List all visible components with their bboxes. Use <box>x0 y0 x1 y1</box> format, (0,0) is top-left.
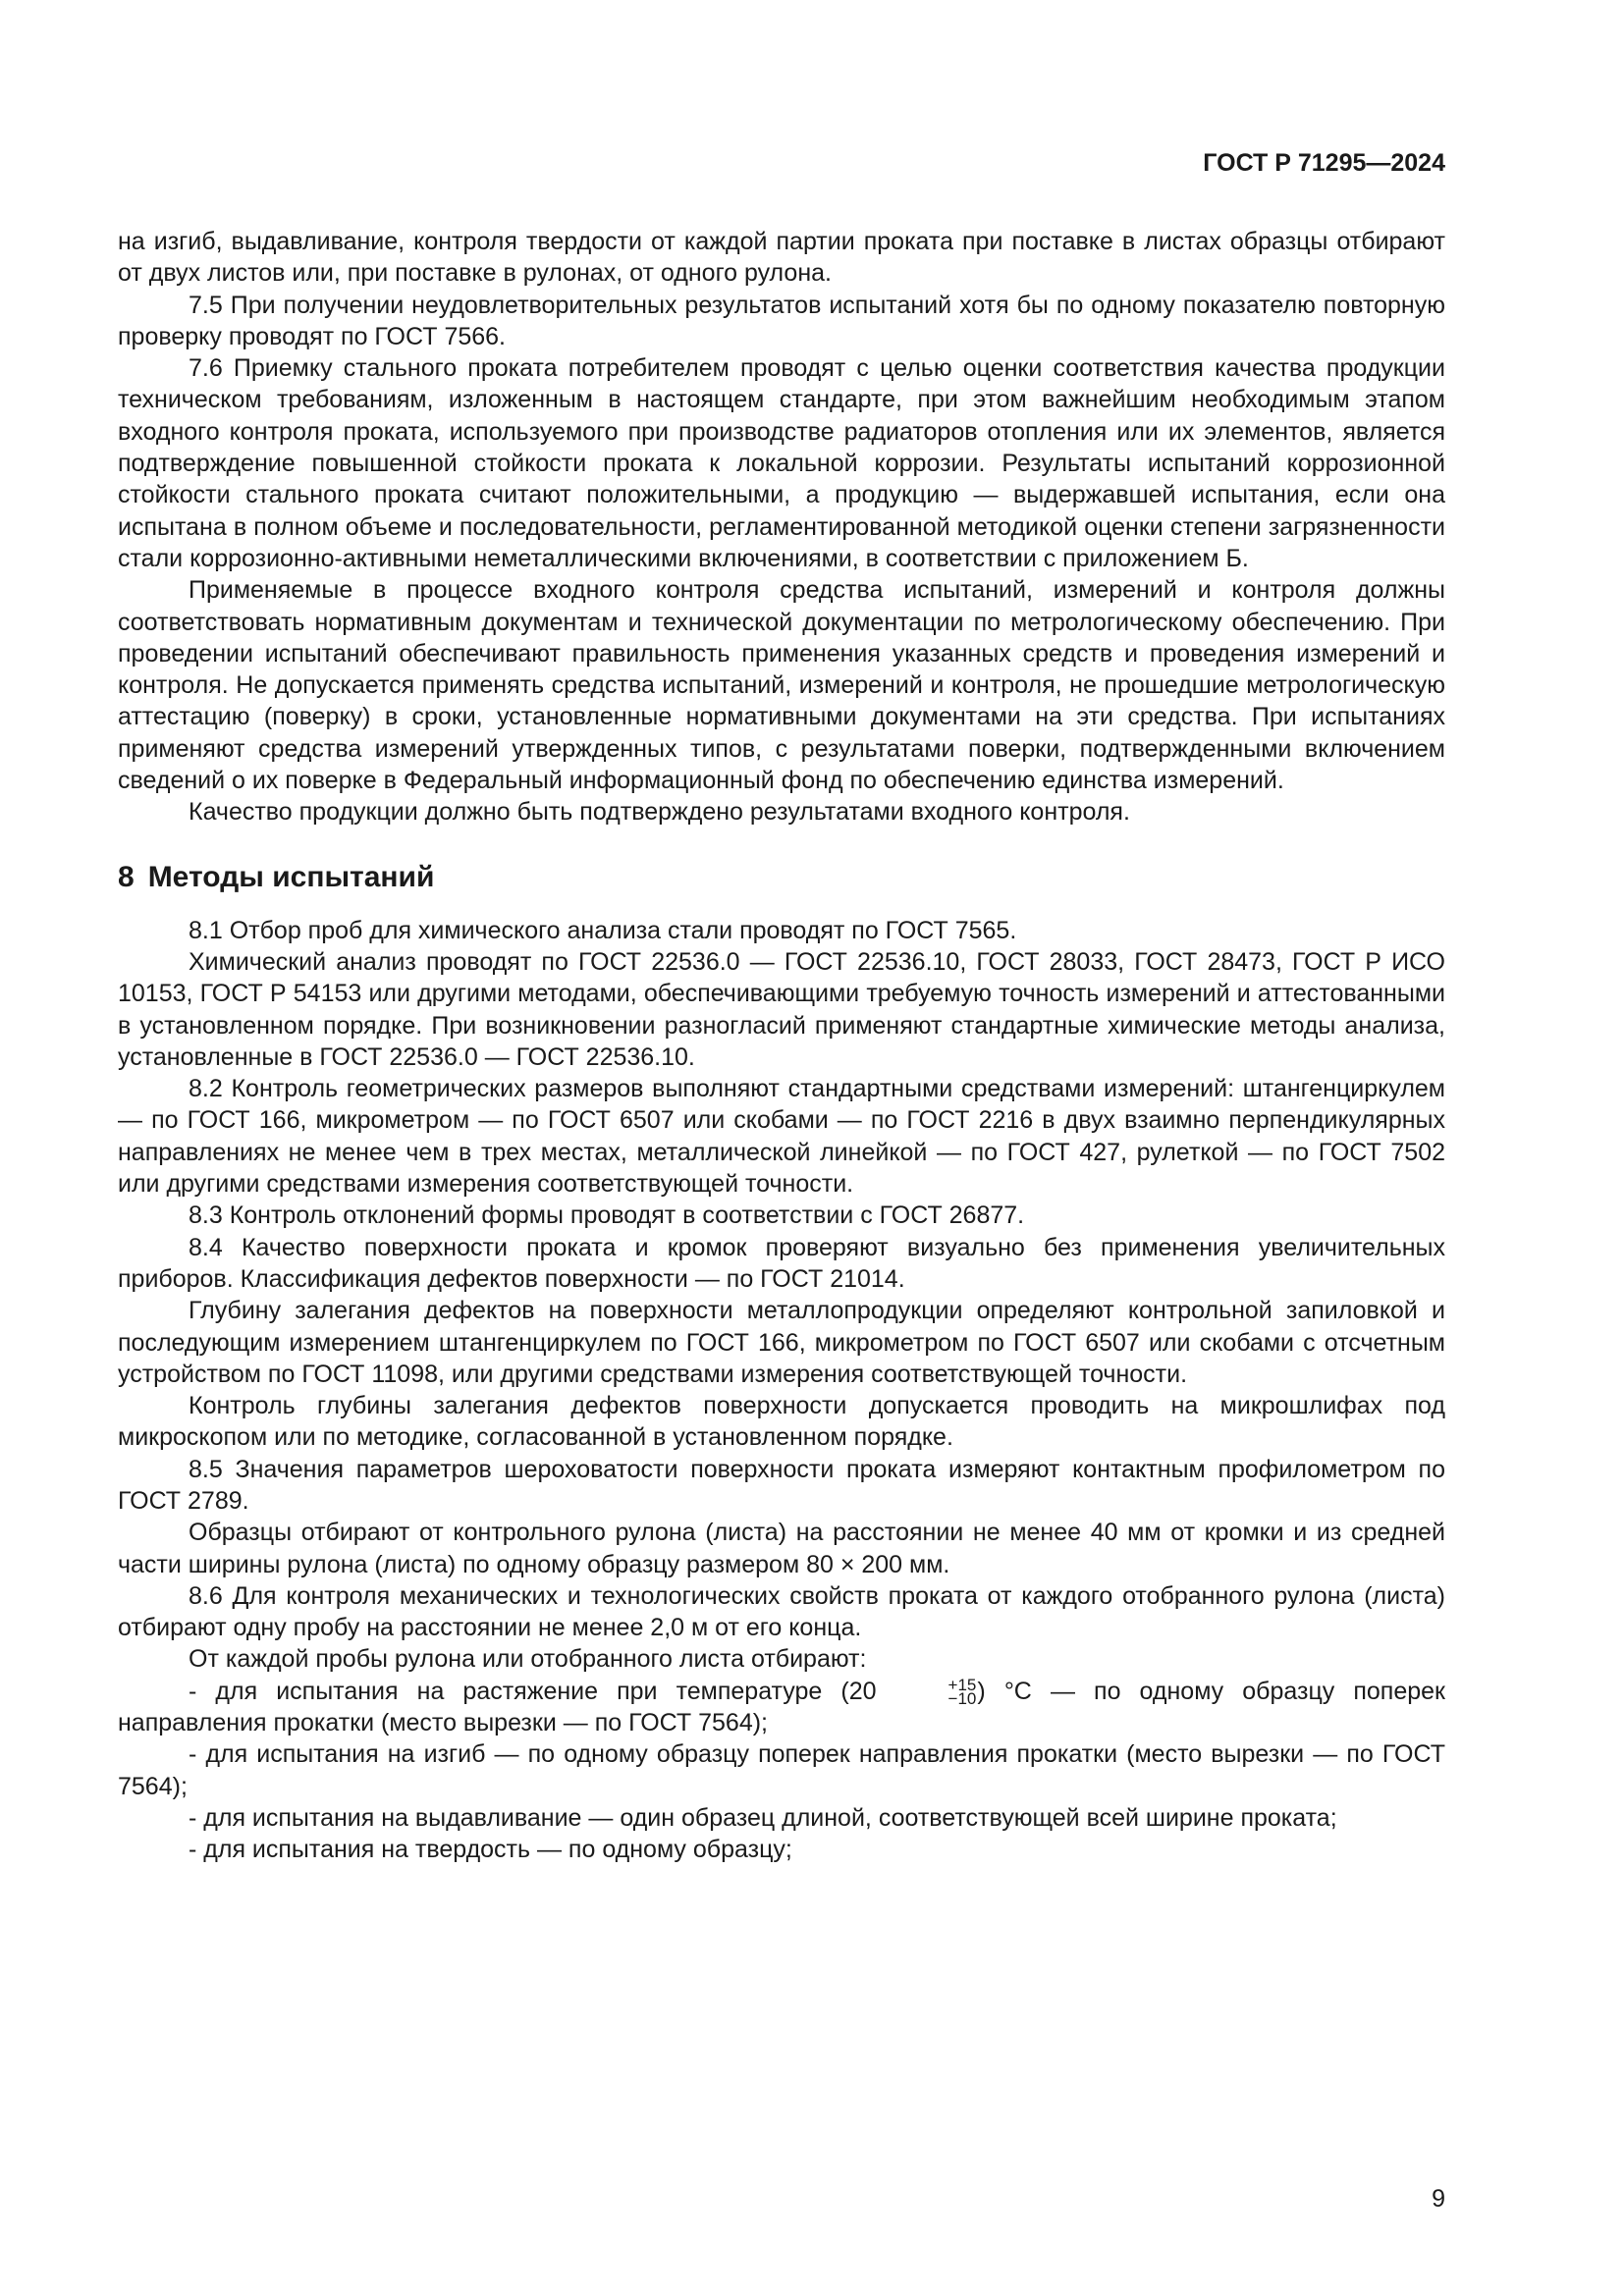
list-item: - для испытания на твердость — по одному образцу; <box>189 1836 792 1864</box>
section-title: Методы испытаний <box>147 860 435 893</box>
paragraph: 8.2 Контроль геометрических размеров выполняют стандартными средствами измерений: штангенциркулем — по ГОСТ 166, микрометром — по ГОСТ 6507 или скобами — по ГОСТ 2216 в двух взаимно перпендикулярных направлениях не менее чем в трех местах, металлической линейкой — по ГОСТ 427, рулеткой — по ГОСТ 7502 или другими средствами измерения соответствующей точности. <box>118 1075 1445 1199</box>
list-item-text: °С — по одному образцу поперек направления прокатки (место вырезки — по ГОСТ 7564); <box>118 1677 1445 1737</box>
list-item-text: - для испытания на растяжение при температуре <box>189 1677 823 1705</box>
paragraph: Химический анализ проводят по ГОСТ 22536.0 — ГОСТ 22536.10, ГОСТ 28033, ГОСТ 28473, ГОСТ Р ИСО 10153, ГОСТ Р 54153 или другими методами, обеспечивающими требуемую точность измерений и аттестованными в установленном порядке. При возникновении разногласий применяют стандартные химические методы анализа, установленные в ГОСТ 22536.0 — ГОСТ 22536.10. <box>118 947 1445 1071</box>
tolerance-upper: +15 <box>947 1676 977 1695</box>
section-heading <box>118 858 1445 897</box>
paragraph: 8.4 Качество поверхности проката и кромок проверяют визуально без применения увеличительных приборов. Классификация дефектов поверхности — по ГОСТ 21014. <box>118 1233 1445 1293</box>
list-item: - для испытания на выдавливание — один образец длиной, соответствующей всей ширине проката; <box>189 1803 1337 1832</box>
document-header-code: ГОСТ Р 71295—2024 <box>1203 149 1445 177</box>
paragraph: От каждой пробы рулона или отобранного листа отбирают: <box>189 1645 867 1674</box>
paragraph: 8.6 Для контроля механических и технологических свойств проката от каждого отобранного рулона (листа) отбирают одну пробу на расстоянии не менее 2,0 м от его конца. <box>118 1581 1445 1642</box>
paragraph: 7.5 При получении неудовлетворительных результатов испытаний хотя бы по одному показателю повторную проверку проводят по ГОСТ 7566. <box>118 291 1445 350</box>
paragraph: Контроль глубины залегания дефектов поверхности допускается проводить на микрошлифах под микроскопом или по методике, согласованной в установленном порядке. <box>118 1392 1445 1452</box>
paragraph: Образцы отбирают от контрольного рулона (листа) на расстоянии не менее 40 мм от кромки и из средней части ширины рулона (листа) по одному образцу размером 80 × 200 мм. <box>118 1519 1445 1578</box>
section-number: 8 <box>118 860 135 893</box>
document-body <box>118 226 1445 1866</box>
list-item <box>118 1676 1445 1739</box>
paragraph: на изгиб, выдавливание, контроля твердости от каждой партии проката при поставке в листах образцы отбирают от двух листов или, при поставке в рулонах, от одного рулона. <box>118 228 1445 288</box>
paragraph: Глубину залегания дефектов на поверхности металлопродукции определяют контрольной запиловкой и последующим измерением штангенциркулем по ГОСТ 166, микрометром по ГОСТ 6507 или скобами с отсчетным устройством по ГОСТ 11098, или другими средствами измерения соответствующей точности. <box>118 1297 1445 1388</box>
page-number: 9 <box>1432 2185 1445 2213</box>
paragraph: 8.1 Отбор проб для химического анализа стали проводят по ГОСТ 7565. <box>189 916 1017 944</box>
temperature-tolerance <box>878 1676 977 1709</box>
list-item: - для испытания на изгиб — по одному образцу поперек направления прокатки (место вырезки — по ГОСТ 7564); <box>118 1740 1445 1800</box>
paragraph: 7.6 Приемку стального проката потребителем проводят с целью оценки соответствия качества продукции техническом требованиям, изложенным в настоящем стандарте, при этом важнейшим необходимым этапом входного контроля проката, используемого при производстве радиаторов отопления или их элементов, является подтверждение повышенной стойкости проката к локальной коррозии. Результаты испытаний коррозионной стойкости стального проката считают положительными, а продукцию — выдержавшей испытания, если она испытана в полном объеме и последовательности, регламентированной методикой оценки степени загрязненности стали коррозионно-активными неметаллическими включениями, в соответствии с приложением Б. <box>118 354 1445 572</box>
tolerance-lower: −10 <box>947 1689 977 1709</box>
paragraph: Применяемые в процессе входного контроля средства испытаний, измерений и контроля должны соответствовать нормативным документам и технической документации по метрологическому обеспечению. При проведении испытаний обеспечивают правильность применения указанных средств и проведения измерений и контроля. Не допускается применять средства испытаний, измерений и контроля, не прошедшие метрологическую аттестацию (поверку) в сроки, установленные нормативными документами на эти средства. При испытаниях применяют средства измерений утвержденных типов, с результатами поверки, подтвержденными включением сведений о их поверке в Федеральный информационный фонд по обеспечению единства измерений. <box>118 576 1445 795</box>
paragraph: 8.3 Контроль отклонений формы проводят в соответствии с ГОСТ 26877. <box>189 1201 1025 1230</box>
temperature-base: (20 <box>840 1677 877 1705</box>
temperature-close: ) <box>977 1677 986 1705</box>
paragraph: 8.5 Значения параметров шероховатости поверхности проката измеряют контактным профилометром по ГОСТ 2789. <box>118 1455 1445 1515</box>
paragraph: Качество продукции должно быть подтверждено результатами входного контроля. <box>189 798 1130 827</box>
